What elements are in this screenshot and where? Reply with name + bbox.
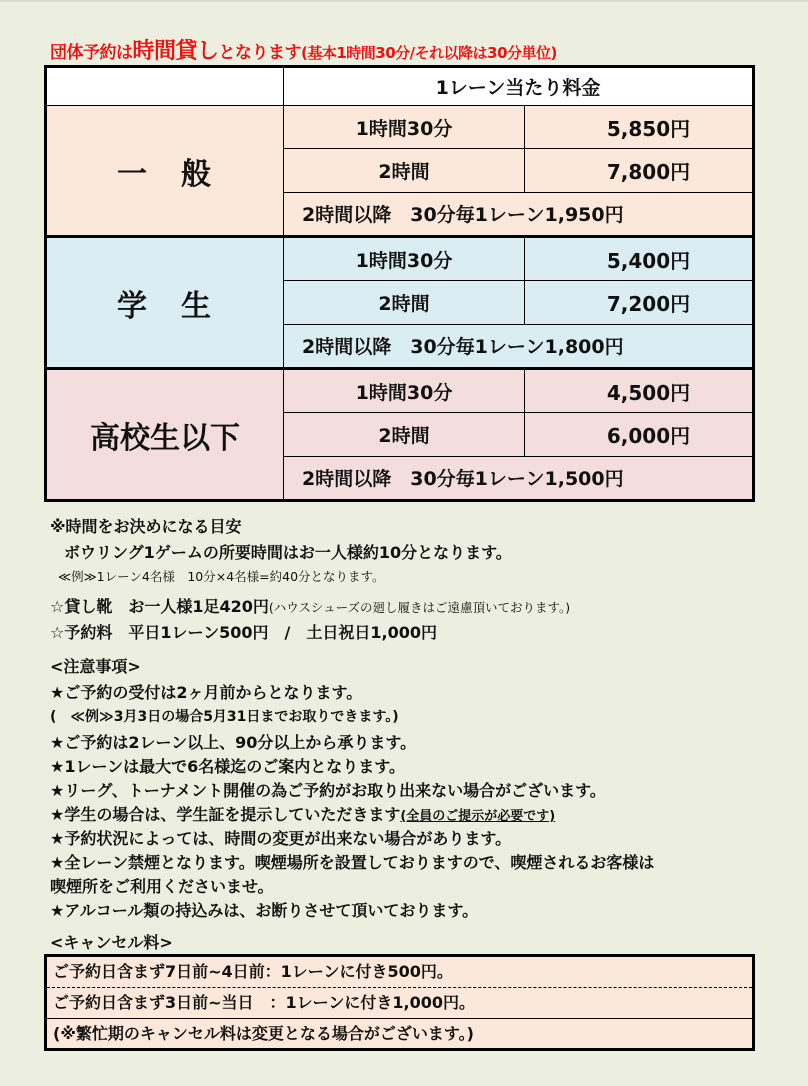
guide-example: ≪例≫1レーン4名様 10分×4名様=約40分となります。 bbox=[58, 569, 385, 584]
extra-price-cell: 2時間以降 30分毎1レーン1,800円 bbox=[284, 324, 754, 368]
note-item: ★ご予約は2レーン以上、90分以上から承ります。 bbox=[50, 733, 417, 752]
title-part1: 団体予約は bbox=[50, 43, 133, 63]
price-cell: 5,850円 bbox=[525, 106, 754, 149]
extra-price-cell: 2時間以降 30分毎1レーン1,500円 bbox=[284, 456, 754, 500]
shoes-note: (ハウスシューズの廻し履きはご遠慮頂いております。) bbox=[268, 600, 571, 615]
duration-cell: 2時間 bbox=[284, 413, 525, 456]
cancel-row: (※繁忙期のキャンセル料は変更となる場合がございます。) bbox=[53, 1024, 474, 1043]
price-cell: 4,500円 bbox=[525, 369, 754, 413]
price-table bbox=[44, 65, 755, 502]
note-item: ★アルコール類の持込みは、お断りさせて頂いております。 bbox=[50, 901, 479, 920]
note-item: ★全レーン禁煙となります。喫煙場所を設置しておりますので、喫煙されるお客様は bbox=[50, 853, 655, 872]
guide-heading: ※時間をお決めになる目安 bbox=[50, 517, 242, 536]
duration-cell: 2時間 bbox=[284, 281, 525, 324]
header-per-lane: 1レーン当たり料金 bbox=[284, 67, 754, 106]
duration-cell: 2時間 bbox=[284, 149, 525, 192]
table-row bbox=[46, 106, 754, 149]
note-item: ★ご予約の受付は2ヶ月前からとなります。 bbox=[50, 683, 363, 702]
notes-heading: <注意事項> bbox=[50, 657, 141, 676]
duration-cell: 1時間30分 bbox=[284, 106, 525, 149]
page-title bbox=[50, 34, 557, 65]
category-highschool: 高校生以下 bbox=[46, 369, 284, 501]
shoes-rental bbox=[50, 594, 570, 617]
extra-price-cell: 2時間以降 30分毎1レーン1,950円 bbox=[284, 192, 754, 236]
title-emphasis: 時間貸し bbox=[132, 39, 219, 64]
price-cell: 6,000円 bbox=[525, 413, 754, 456]
shoes-main: ☆貸し靴 お一人様1足420円 bbox=[50, 597, 269, 616]
table-header-row bbox=[46, 67, 754, 106]
category-student: 学 生 bbox=[46, 237, 284, 369]
cancel-heading: <キャンセル料> bbox=[50, 933, 173, 952]
note-item: ★予約状況によっては、時間の変更が出来ない場合があります。 bbox=[50, 829, 512, 848]
duration-cell: 1時間30分 bbox=[284, 369, 525, 413]
price-cell: 7,800円 bbox=[525, 149, 754, 192]
table-row bbox=[46, 369, 754, 413]
note-student-text: ★学生の場合は、学生証を提示していただきます bbox=[50, 805, 401, 824]
guide-line: ボウリング1ゲームの所要時間はお一人様約10分となります。 bbox=[64, 543, 512, 562]
table-row bbox=[46, 237, 754, 281]
cancellation-table bbox=[44, 954, 755, 1051]
header-empty-cell bbox=[46, 67, 284, 106]
note-item: ( ≪例≫3月3日の場合5月31日までお取りできます。) bbox=[50, 709, 399, 725]
note-item-student bbox=[50, 802, 555, 825]
top-divider bbox=[0, 0, 808, 2]
note-item: ★1レーンは最大で6名様迄のご案内となります。 bbox=[50, 757, 406, 776]
price-cell: 5,400円 bbox=[525, 237, 754, 281]
price-cell: 7,200円 bbox=[525, 281, 754, 324]
cancel-row: ご予約日含まず3日前~当日 ：1レーンに付き1,000円。 bbox=[47, 988, 752, 1019]
title-note: (基本1時間30分/それ以降は30分単位) bbox=[301, 44, 557, 62]
reservation-fee: ☆予約料 平日1レーン500円 / 土日祝日1,000円 bbox=[50, 623, 438, 642]
note-item: ★リーグ、トーナメント開催の為ご予約がお取り出来ない場合がございます。 bbox=[50, 781, 606, 800]
category-general: 一 般 bbox=[46, 106, 284, 237]
note-student-sub: (全員のご提示が必要です) bbox=[400, 809, 556, 824]
title-part3: となります bbox=[218, 43, 302, 63]
note-item: 喫煙所をご利用くださいませ。 bbox=[50, 877, 274, 896]
duration-cell: 1時間30分 bbox=[284, 237, 525, 281]
cancel-row: ご予約日含まず7日前~4日前：1レーンに付き500円。 bbox=[47, 957, 752, 988]
